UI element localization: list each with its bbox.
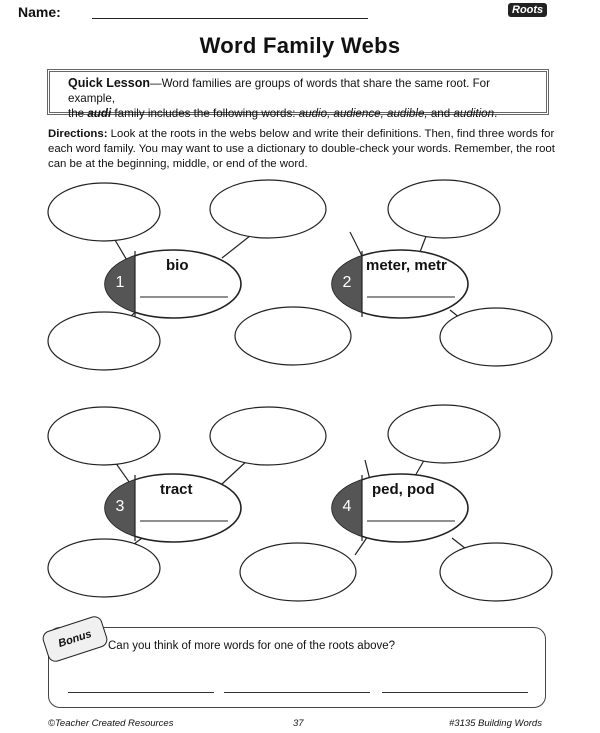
directions-text: Look at the roots in the webs below and write their definitions. Then, find three words for each word family. You may want to use a dictionary to double-check your words. Remember, the root can be at the beginning, middle, or end of the word. xyxy=(48,128,555,170)
lesson-text-2d: . xyxy=(494,107,498,120)
web4-answer-oval[interactable] xyxy=(240,543,356,601)
web3-root: tract xyxy=(160,481,193,498)
name-label: Name: xyxy=(18,4,61,20)
lesson-text-1: —Word families are groups of words that share the same root. For example, xyxy=(68,77,490,105)
web4-number: 4 xyxy=(342,498,352,515)
bonus-answer-line[interactable] xyxy=(382,692,528,693)
page-title: Word Family Webs xyxy=(199,33,401,58)
roots-tag: Roots xyxy=(508,3,547,17)
lesson-text-2b: family includes the following words: xyxy=(111,107,299,120)
bonus-question: Can you think of more words for one of the roots above? xyxy=(108,640,396,652)
web2-answer-oval[interactable] xyxy=(235,307,351,365)
web1-root: bio xyxy=(166,257,189,274)
web2-answer-oval[interactable] xyxy=(388,180,500,238)
directions-heading: Directions: xyxy=(48,128,108,140)
web3-number: 3 xyxy=(115,498,125,515)
lesson-text-2c: and xyxy=(427,107,454,120)
web1-number: 1 xyxy=(115,274,125,291)
web1-answer-oval[interactable] xyxy=(48,312,160,370)
lesson-root-audi: audi xyxy=(87,107,112,120)
web4-root: ped, pod xyxy=(372,481,435,498)
web3-answer-oval[interactable] xyxy=(48,539,160,597)
web2-answer-oval[interactable] xyxy=(440,308,552,366)
bonus-badge: Bonus xyxy=(41,614,110,664)
web4-answer-oval[interactable] xyxy=(388,405,500,463)
web2-root: meter, metr xyxy=(366,257,447,274)
footer-book-title: #3135 Building Words xyxy=(449,718,542,729)
web2-number: 2 xyxy=(342,274,352,291)
web4-answer-oval[interactable] xyxy=(440,543,552,601)
web2-connector xyxy=(350,232,362,256)
footer-page-number: 37 xyxy=(293,718,304,729)
footer-copyright: ©Teacher Created Resources xyxy=(48,718,174,729)
lesson-example-words: audio, audience, audible, xyxy=(298,107,428,120)
bonus-answer-line[interactable] xyxy=(68,692,214,693)
web1-answer-oval[interactable] xyxy=(48,183,160,241)
lesson-text-2a: the xyxy=(68,107,88,120)
lesson-heading: Quick Lesson xyxy=(68,76,150,90)
web3-answer-oval[interactable] xyxy=(48,407,160,465)
web1-answer-oval[interactable] xyxy=(210,180,326,238)
lesson-example-last: audition xyxy=(453,107,495,120)
bonus-answer-line[interactable] xyxy=(224,692,370,693)
web3-answer-oval[interactable] xyxy=(210,407,326,465)
